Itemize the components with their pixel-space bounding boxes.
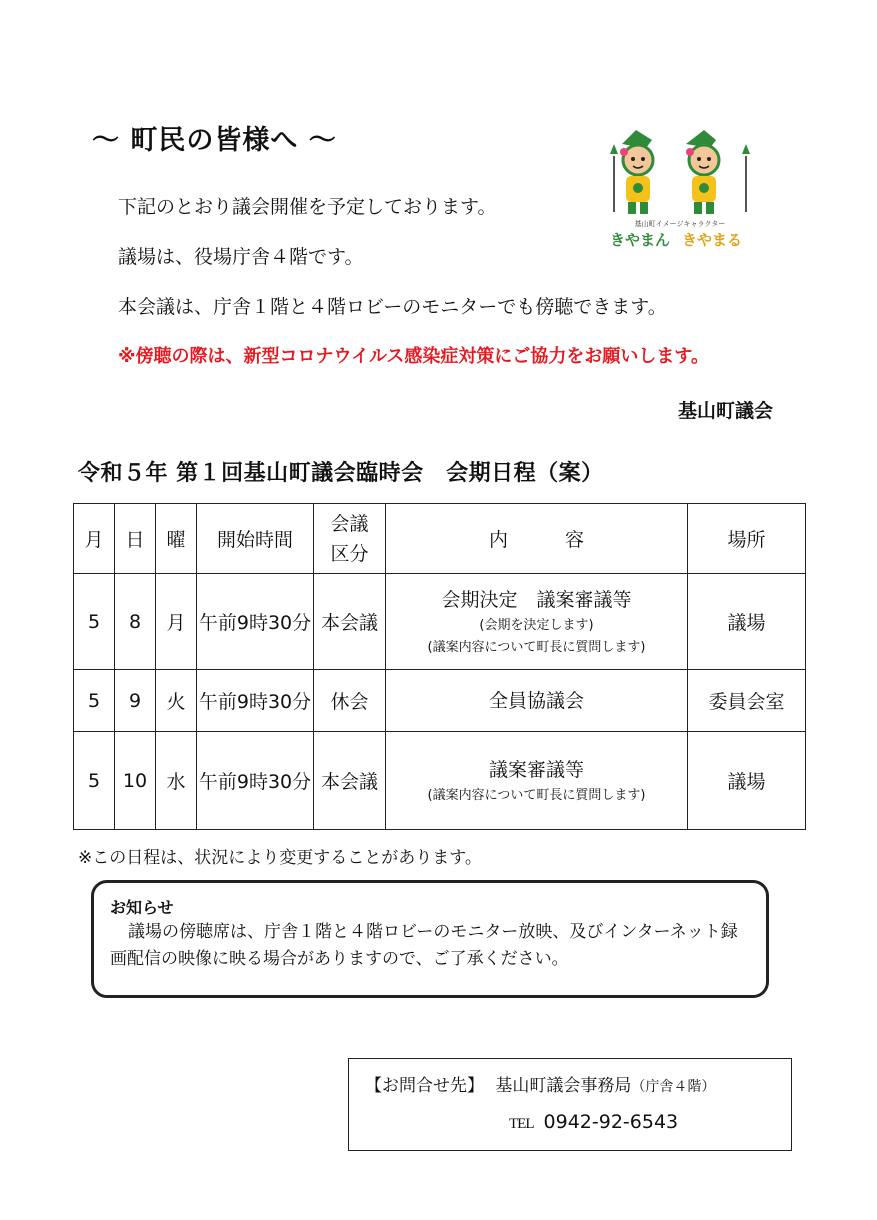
- row-day: 8: [115, 574, 156, 670]
- row-day: 9: [115, 670, 156, 732]
- contact-line-2: [509, 1111, 678, 1133]
- row-content-main: 議案審議等: [488, 758, 584, 781]
- intro-line-2: 議場は、役場庁舎４階です。: [118, 246, 364, 268]
- tel-number: 0942-92-6543: [543, 1111, 679, 1133]
- table-header-row: [74, 504, 806, 574]
- row-month: 5: [74, 732, 115, 830]
- header-start-time: 開始時間: [197, 504, 314, 574]
- row-content-sub: (議案内容について町長に質問します): [427, 639, 646, 655]
- mascot-characters-icon: [600, 126, 760, 250]
- row-content: [386, 670, 688, 732]
- contact-line-1: [365, 1071, 715, 1096]
- header-kind-line-2: 区分: [330, 542, 369, 565]
- header-day: 日: [115, 504, 156, 574]
- table-row: [74, 732, 806, 830]
- row-month: 5: [74, 670, 115, 732]
- schedule-table: [73, 503, 806, 830]
- row-start-time: 午前9時30分: [197, 732, 314, 830]
- schedule-title: 令和５年 第１回基山町議会臨時会 会期日程（案）: [78, 461, 604, 486]
- contact-office-note: （庁舎４階）: [631, 1079, 716, 1095]
- info-title: お知らせ: [110, 898, 174, 917]
- covid-notice: ※傍聴の際は、新型コロナウイルス感染症対策にご協力をお願いします。: [118, 346, 709, 367]
- row-kind: 休会: [314, 670, 386, 732]
- row-content: [386, 732, 688, 830]
- row-content-main: 会期決定 議案審議等: [441, 588, 632, 611]
- row-weekday: 月: [156, 574, 197, 670]
- header-weekday: 曜: [156, 504, 197, 574]
- row-content-sub: (議案内容について町長に質問します): [427, 787, 646, 803]
- signer: 基山町議会: [677, 400, 773, 422]
- row-weekday: 水: [156, 732, 197, 830]
- mascot-caption: 基山町イメージキャラクター: [634, 220, 726, 228]
- row-kind: 本会議: [314, 574, 386, 670]
- info-body: 議場の傍聴席は、庁舎１階と４階ロビーのモニター放映、及びインターネット録画配信の映像に映る場合がありますので、ご了承ください。: [110, 922, 738, 969]
- intro-line-1: 下記のとおり議会開催を予定しております。: [118, 196, 497, 218]
- row-place: 委員会室: [688, 670, 806, 732]
- mascot-name-left: きやまん: [609, 231, 671, 249]
- mascot-illustration: [600, 126, 760, 250]
- page-heading: ～ 町民の皆様へ ～: [92, 125, 337, 156]
- intro-line-3: 本会議は、庁舎１階と４階ロビーのモニターでも傍聴できます。: [118, 296, 667, 318]
- schedule-footnote: ※この日程は、状況により変更することがあります。: [78, 848, 482, 868]
- tel-label: TEL: [509, 1116, 534, 1132]
- header-month: 月: [74, 504, 115, 574]
- row-content-main: 全員協議会: [488, 689, 584, 712]
- header-content: 内 容: [386, 504, 688, 574]
- row-content: [386, 574, 688, 670]
- info-box: [91, 880, 769, 998]
- contact-box: [348, 1058, 792, 1151]
- row-month: 5: [74, 574, 115, 670]
- header-kind-line-1: 会議: [330, 512, 369, 535]
- mascot-name-right: きやまる: [681, 231, 743, 249]
- table-row: [74, 670, 806, 732]
- row-place: 議場: [688, 732, 806, 830]
- row-weekday: 火: [156, 670, 197, 732]
- row-place: 議場: [688, 574, 806, 670]
- contact-label: 【お問合せ先】: [365, 1076, 484, 1096]
- row-kind: 本会議: [314, 732, 386, 830]
- row-content-sub: (会期を決定します): [479, 617, 594, 633]
- row-start-time: 午前9時30分: [197, 574, 314, 670]
- row-day: 10: [115, 732, 156, 830]
- table-row: [74, 574, 806, 670]
- row-start-time: 午前9時30分: [197, 670, 314, 732]
- header-place: 場所: [688, 504, 806, 574]
- contact-office: 基山町議会事務局: [495, 1076, 632, 1096]
- header-kind: [314, 504, 386, 574]
